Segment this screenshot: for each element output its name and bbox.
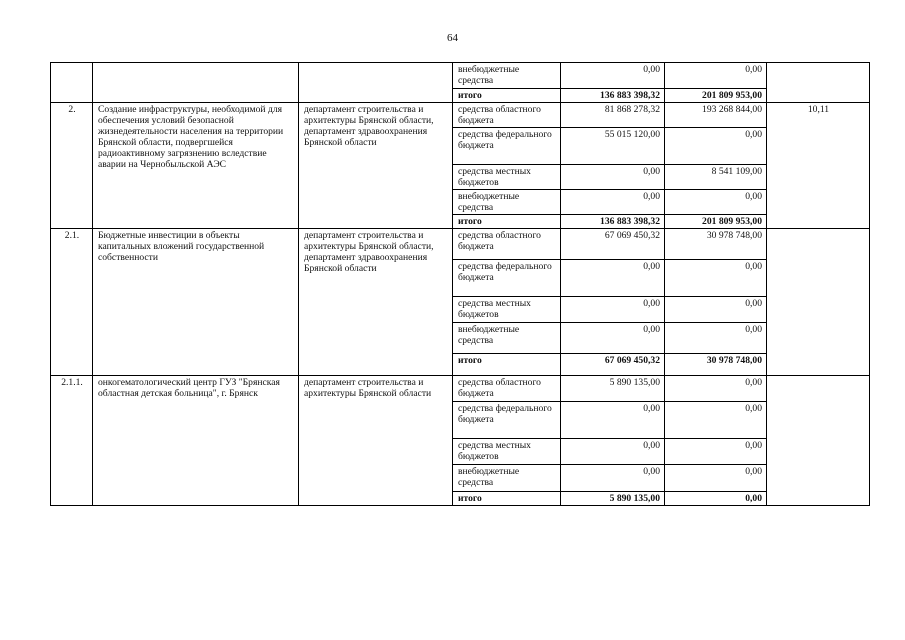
funding-source-cell: средства федерального бюджета — [453, 402, 561, 439]
funding-source-cell: итого — [453, 89, 561, 103]
amount-cell: 0,00 — [561, 165, 665, 190]
funding-source-cell: средства федерального бюджета — [453, 128, 561, 165]
amount-cell: 55 015 120,00 — [561, 128, 665, 165]
table-body — [51, 63, 870, 506]
amount-cell: 0,00 — [665, 376, 767, 402]
row-number-cell: 2.1. — [51, 229, 93, 376]
amount-cell: 0,00 — [665, 492, 767, 506]
executor-cell: департамент строительства и архитектуры Брянской области, департамент здравоохранения Брянской области — [299, 229, 453, 376]
amount-cell: 0,00 — [561, 63, 665, 89]
executor-cell — [299, 63, 453, 103]
funding-source-cell: средства федерального бюджета — [453, 260, 561, 297]
amount-cell: 0,00 — [561, 297, 665, 323]
amount-cell: 81 868 278,32 — [561, 103, 665, 128]
funding-source-cell: внебюджетные средства — [453, 190, 561, 215]
amount-cell: 0,00 — [561, 402, 665, 439]
funding-source-cell: внебюджетные средства — [453, 465, 561, 492]
funding-source-cell: средства областного бюджета — [453, 229, 561, 260]
amount-cell: 67 069 450,32 — [561, 354, 665, 376]
amount-cell: 30 978 748,00 — [665, 354, 767, 376]
amount-cell: 0,00 — [665, 297, 767, 323]
amount-cell: 0,00 — [561, 190, 665, 215]
measure-name-cell: онкогематологический центр ГУЗ "Брянская областная детская больница", г. Брянск — [93, 376, 299, 506]
funding-source-cell: средства местных бюджетов — [453, 439, 561, 465]
table-row — [51, 103, 870, 128]
amount-cell: 193 268 844,00 — [665, 103, 767, 128]
measure-name-cell — [93, 63, 299, 103]
amount-cell: 5 890 135,00 — [561, 492, 665, 506]
amount-cell: 30 978 748,00 — [665, 229, 767, 260]
amount-cell: 0,00 — [665, 323, 767, 354]
measure-name-cell: Бюджетные инвестиции в объекты капитальных вложений государственной собственности — [93, 229, 299, 376]
funding-source-cell: средства местных бюджетов — [453, 165, 561, 190]
row-number-cell: 2. — [51, 103, 93, 229]
amount-cell: 0,00 — [561, 439, 665, 465]
amount-cell: 0,00 — [561, 260, 665, 297]
amount-cell: 0,00 — [561, 323, 665, 354]
funding-source-cell: внебюджетные средства — [453, 323, 561, 354]
amount-cell: 0,00 — [561, 465, 665, 492]
funding-source-cell: итого — [453, 492, 561, 506]
amount-cell: 8 541 109,00 — [665, 165, 767, 190]
funding-source-cell: итого — [453, 215, 561, 229]
amount-cell: 5 890 135,00 — [561, 376, 665, 402]
indicator-cell — [767, 376, 870, 506]
indicator-cell — [767, 63, 870, 103]
funding-source-cell: средства областного бюджета — [453, 103, 561, 128]
row-number-cell — [51, 63, 93, 103]
indicator-cell: 10,11 — [767, 103, 870, 229]
table-row — [51, 63, 870, 89]
amount-cell: 0,00 — [665, 128, 767, 165]
funding-source-cell: внебюджетные средства — [453, 63, 561, 89]
amount-cell: 0,00 — [665, 465, 767, 492]
amount-cell: 201 809 953,00 — [665, 89, 767, 103]
amount-cell: 0,00 — [665, 260, 767, 297]
amount-cell: 136 883 398,32 — [561, 89, 665, 103]
table-row — [51, 376, 870, 402]
amount-cell: 0,00 — [665, 439, 767, 465]
amount-cell: 201 809 953,00 — [665, 215, 767, 229]
funding-table — [50, 62, 870, 506]
page-number: 64 — [447, 32, 458, 44]
funding-source-cell: итого — [453, 354, 561, 376]
funding-source-cell: средства областного бюджета — [453, 376, 561, 402]
executor-cell: департамент строительства и архитектуры Брянской области — [299, 376, 453, 506]
indicator-cell — [767, 229, 870, 376]
amount-cell: 0,00 — [665, 402, 767, 439]
table-row — [51, 229, 870, 260]
amount-cell: 0,00 — [665, 190, 767, 215]
amount-cell: 67 069 450,32 — [561, 229, 665, 260]
measure-name-cell: Создание инфраструктуры, необходимой для обеспечения условий безопасной жизнедеятельности населения на территории Брянской области, подвергшейся радиоактивному загрязнению вследствие аварии на Чернобыльской АЭС — [93, 103, 299, 229]
amount-cell: 0,00 — [665, 63, 767, 89]
funding-source-cell: средства местных бюджетов — [453, 297, 561, 323]
executor-cell: департамент строительства и архитектуры Брянской области, департамент здравоохранения Брянской области — [299, 103, 453, 229]
amount-cell: 136 883 398,32 — [561, 215, 665, 229]
row-number-cell: 2.1.1. — [51, 376, 93, 506]
